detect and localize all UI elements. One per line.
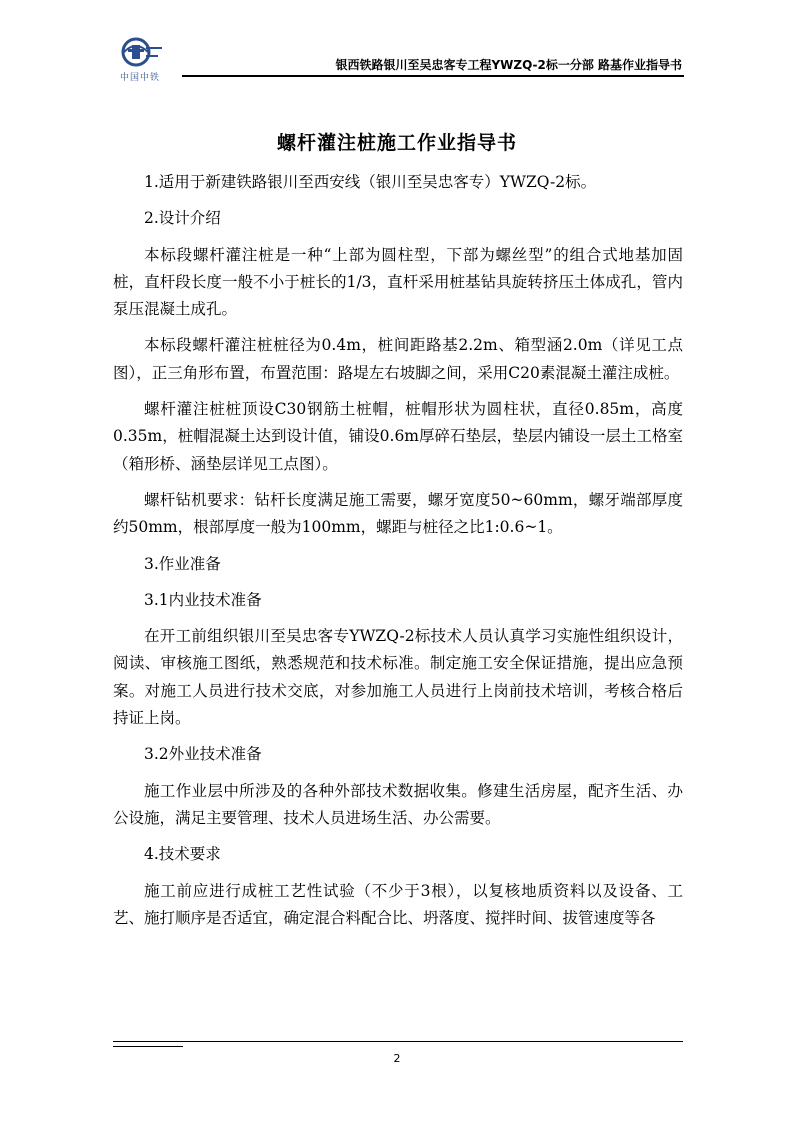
heading-design: 2.设计介绍 [144, 209, 221, 228]
paragraph-drill-requirements: 螺杆钻机要求：钻杆长度满足施工需要，螺牙宽度50~60mm，螺牙端部厚度约50mm，根部厚度一般为100mm，螺距与桩径之比1:0.6~1。 [113, 490, 683, 537]
heading-tech-requirements: 4.技术要求 [144, 845, 221, 864]
document-title: 螺杆灌注桩施工作业指导书 [276, 132, 517, 154]
paragraph-pile-layout: 本标段螺杆灌注桩桩径为0.4m，桩间距路基2.2m、箱型涵2.0m（详见工点图），正三角形布置，布置范围：路堤左右坡脚之间，采用C20素混凝土灌注成桩。 [113, 336, 683, 382]
footer-divider [113, 1041, 683, 1042]
heading-preparation: 3.作业准备 [144, 554, 221, 573]
paragraph-pile-cap: 螺杆灌注桩桩顶设C30钢筋土桩帽，桩帽形状为圆柱状，直径0.85m，高度0.35m，桩帽混凝土达到设计值，铺设0.6m厚碎石垫层，垫层内铺设一层土工格室（箱形桥、涵垫层详见工点图）。 [113, 400, 683, 473]
footer-short-divider [113, 1046, 183, 1047]
page-number: 2 [393, 1052, 401, 1065]
logo-text: 中国中铁 [120, 73, 161, 83]
heading-external-prep: 3.2外业技术准备 [144, 745, 262, 764]
paragraph-external-prep: 施工作业层中所涉及的各种外部技术数据收集。修建生活房屋，配齐生活、办公设施，满足主要管理、技术人员进场生活、办公需要。 [113, 781, 683, 827]
paragraph-internal-prep: 在开工前组织银川至吴忠客专YWZQ-2标技术人员认真学习实施性组织设计，阅读、审核施工图纸，熟悉规范和技术标准。制定施工安全保证措施，提出应急预案。对施工人员进行技术交底，对参加施工人员进行上岗前技术培训，考核合格后持证上岗。 [113, 627, 683, 728]
document-body [113, 169, 683, 932]
paragraph-scope: 1.适用于新建铁路银川至西安线（银川至吴忠客专）YWZQ-2标。 [144, 173, 597, 191]
header-title: 银西铁路银川至吴忠客专工程YWZQ-2标一分部 路基作业指导书 [335, 58, 682, 72]
paragraph-tech-requirements: 施工前应进行成桩工艺性试验（不少于3根），以复核地质资料以及设备、工艺、施打顺序是否适宜，确定混合料配合比、坍落度、搅拌时间、拔管速度等各 [113, 881, 683, 927]
paragraph-design-intro: 本标段螺杆灌注桩是一种“上部为圆柱型，下部为螺丝型”的组合式地基加固桩，直杆段长度一般不小于桩长的1/3，直杆采用桩基钻具旋转挤压土体成孔，管内泵压混凝土成孔。 [113, 245, 683, 319]
heading-internal-prep: 3.1内业技术准备 [144, 590, 262, 609]
header-divider [182, 75, 684, 77]
